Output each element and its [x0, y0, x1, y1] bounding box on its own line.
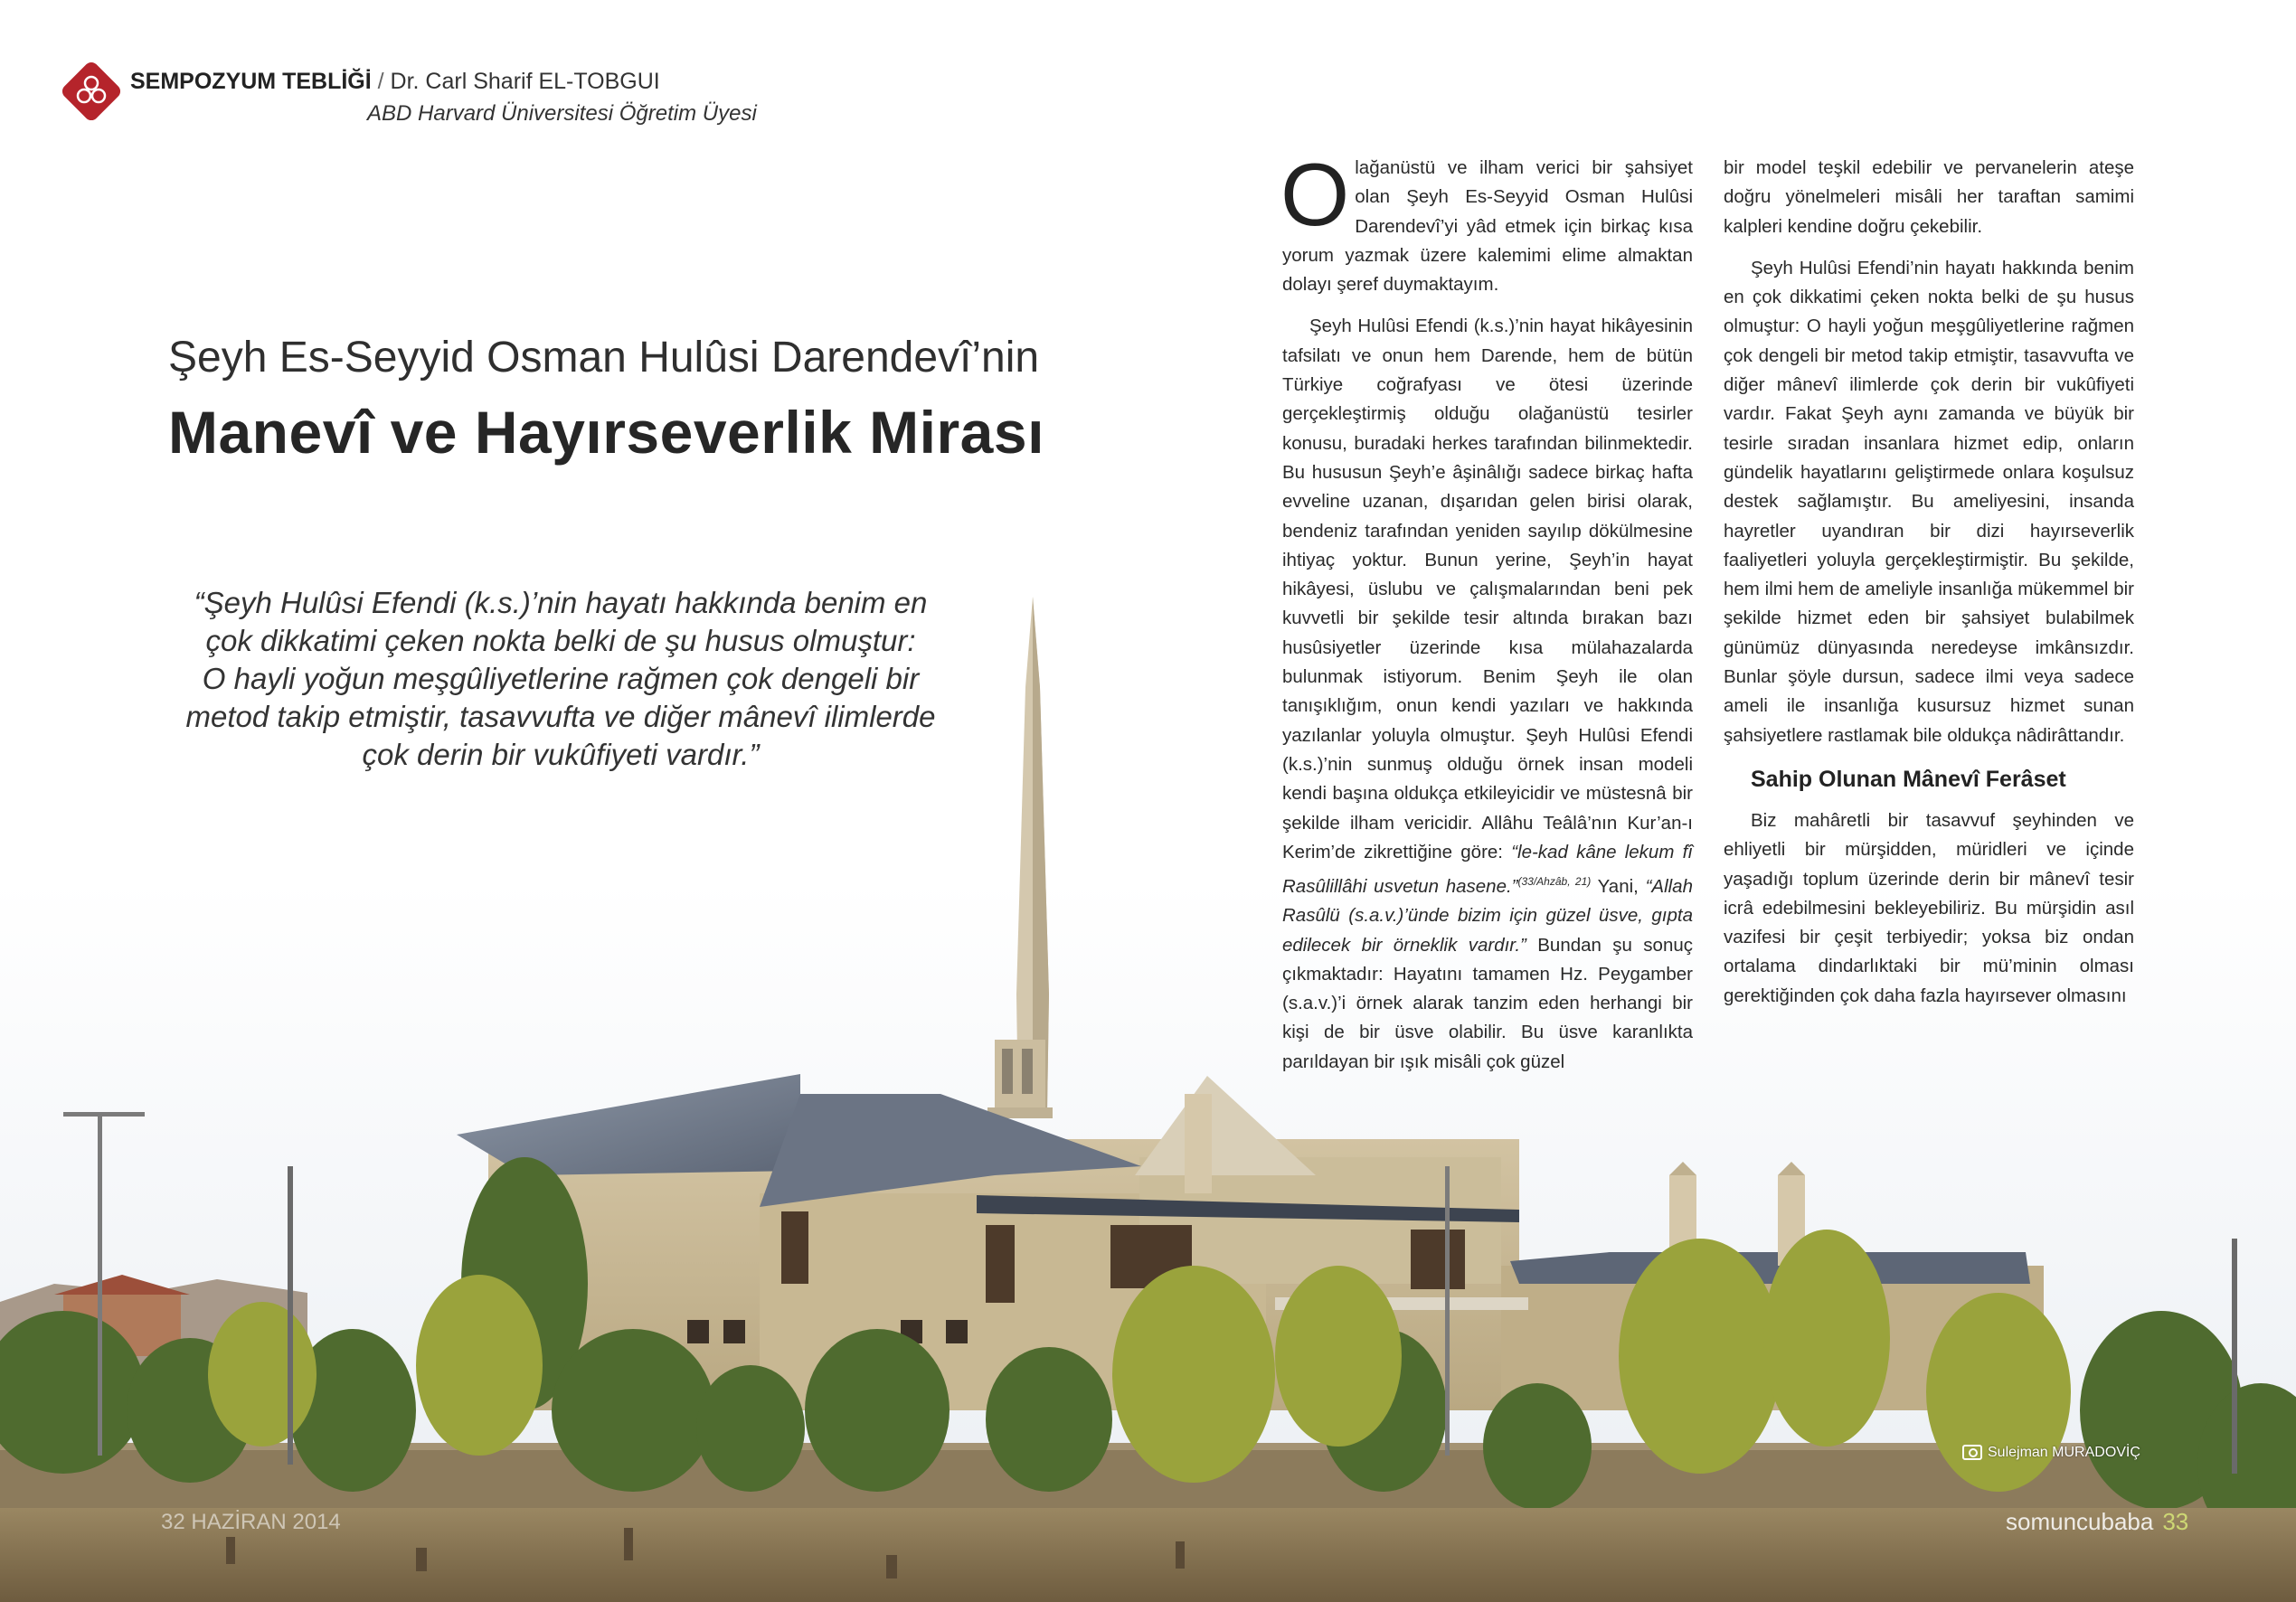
page-footer-right — [2006, 1508, 2188, 1536]
article-subtitle: Şeyh Es-Seyyid Osman Hulûsi Darendevî’nin — [168, 334, 1040, 382]
section-heading: Sahip Olunan Mânevî Ferâset — [1751, 766, 2066, 792]
pull-quote-line: çok derin bir vukûfiyeti vardır.” — [362, 738, 760, 771]
section-label: SEMPOZYUM TEBLİĞİ — [130, 69, 372, 94]
verse-meaning: “Allah Rasûlü (s.a.v.)’ünde bizim için güzel üsve, gıpta edilecek bir örneklik vardır.” — [1282, 875, 1693, 956]
paragraph-text: lağanüstü ve ilham verici bir şahsiyet olan Şeyh Es-Seyyid Osman Hulûsi Darendevî’yi yâd etmek için birkaç kısa yorum yazmak üzere kalemimi elime almaktan dolayı şeref duymaktayım. — [1282, 157, 1693, 296]
magazine-logo-icon — [60, 60, 123, 123]
photographer-name: Sulejman MURADOVİÇ — [1988, 1445, 2140, 1460]
photo-credit — [1962, 1445, 2140, 1461]
magazine-name: somuncubaba — [2006, 1508, 2154, 1535]
pull-quote-line: çok dikkatimi çeken nokta belki de şu husus olmuştur: — [205, 624, 916, 657]
paragraph-text: Yani, — [1591, 875, 1646, 897]
pull-quote — [181, 584, 940, 774]
article-title: Manevî ve Hayırseverlik Mirası — [168, 399, 1044, 466]
paragraph: Şeyh Hulûsi Efendi’nin hayatı hakkında benim en çok dikkatimi çeken nokta belki de şu husus olmuştur: O hayli yoğun meşgûliyetlerine rağmen çok dengeli bir metod takip etmiştir, tasavvufta ve diğer mânevî ilimlerde çok derin bir vukûfiyeti vardır. Fakat Şeyh aynı zamanda ve büyük bir tesirle sıradan insanlara hizmet edip, onların gündelik hayatlarını geliştirmede onlara koşulsuz destek sağlamıştır. Bu ameliyesini, insanda hayretler uyandıran bir dizi hayırseverlik faaliyetleri yoluyla gerçekleştirmiştir. Bu şekilde, hem ilmi hem de ameliyle insanlığa mükemmel bir şekilde hizmet eden bir şahsiyet bulabilmek günümüz dünyasında neredeyse imkânsızdır. Bunlar şöyle dursun, sadece ilmi veya sadece ameli ile insanlığa kusursuz hizmet sunan şahsiyetlere rastlamak bile oldukça nâdirâttandır. — [1724, 257, 2134, 746]
header-byline — [130, 69, 660, 95]
paragraph: Biz mahâretli bir tasavvuf şeyhinden ve ehliyetli bir mürşidden, müridleri ve içinde yaşadığı toplum üzerinde derin bir mânevî tesir icrâ edebilmesini bekleyebiliriz. Bu mürşidin asıl vazifesi bir çeşit terbiyedir; yoksa biz ondan ortalama dindarlıktaki bir mü’minin olması gerektiğinden çok daha fazla hayırsever olmasını — [1724, 809, 2134, 1006]
paragraph: bir model teşkil edebilir ve pervanelerin ateşe doğru yönelmeleri misâli her taraftan samimi kalpleri kendine doğru çekebilir. — [1724, 157, 2134, 237]
paragraph — [1282, 312, 1693, 1077]
verse-citation: (33/Ahzâb, 21) — [1517, 875, 1592, 889]
header-separator: / — [371, 69, 391, 94]
paragraph-text: Şeyh Hulûsi Efendi (k.s.)’nin hayat hikâyesinin tafsilatı ve onun hem Darende, hem de bütün Türkiye coğrafyası ve ötesi üzerinde gerçekleştirmiş olduğu olağanüstü tesirler konusu, buradaki herkes tarafından bilinmektedir. Bu hususun Şeyh’e âşinâlığı sadece birkaç hafta evveline uzanan, dışarıdan gelen birisi olarak, bendeniz tarafından yeniden sayılıp dökülmesine ihtiyaç yoktur. Bunun yerine, Şeyh’in hayat hikâyesi, üslubu ve çalışmalarından beni pek kuvvetli bir şekilde tesir altında bırakan bazı husûsiyetler üzerinde kısa mülahazalarda bulunmak istiyorum. Benim Şeyh ile olan tanışıklığım, onun kendi yazıları ve hakkında yazılanlar yoluyla olmuştur. Şeyh Hulûsi Efendi (k.s.)’nin sunmuş olduğu örnek insan modeli kendi başına oldukça etkileyicidir ve müstesnâ bir şekilde ilham vericidir. Allâhu Teâlâ’nın Kur’an-ı Kerim’de zikrettiğine göre: — [1282, 316, 1693, 862]
paragraph — [1280, 145, 1693, 299]
pull-quote-line: “Şeyh Hulûsi Efendi (k.s.)’nin hayatı hakkında benim en — [194, 586, 928, 619]
quran-verse: “le-kad kâne lekum fî Rasûlillâhi usvetun hasene.” — [1282, 841, 1693, 897]
camera-icon — [1962, 1445, 1982, 1460]
drop-cap: O — [1280, 145, 1350, 244]
body-column-1 — [1280, 145, 1694, 1077]
author-affiliation: ABD Harvard Üniversitesi Öğretim Üyesi — [367, 101, 757, 126]
paragraph-text: Bundan şu sonuç çıkmaktadır: Hayatını tamamen Hz. Peygamber (s.a.v.)’i örnek alarak tanzim eden herhangi bir kişi de bir üsve olabilir. Bu üsve karanlıkta parıldayan bir ışık misâli çok güzel — [1282, 934, 1694, 1072]
body-column-2 — [1724, 154, 2134, 1011]
pull-quote-line: metod takip etmiştir, tasavvufta ve diğer mânevî ilimlerde — [185, 700, 936, 733]
page-number-left: 32 HAZİRAN 2014 — [161, 1510, 341, 1534]
page-number-right: 33 — [2162, 1508, 2189, 1535]
author-name: Dr. Carl Sharif EL-TOBGUI — [390, 69, 660, 94]
pull-quote-line: O hayli yoğun meşgûliyetlerine rağmen çok dengeli bir — [202, 662, 920, 695]
